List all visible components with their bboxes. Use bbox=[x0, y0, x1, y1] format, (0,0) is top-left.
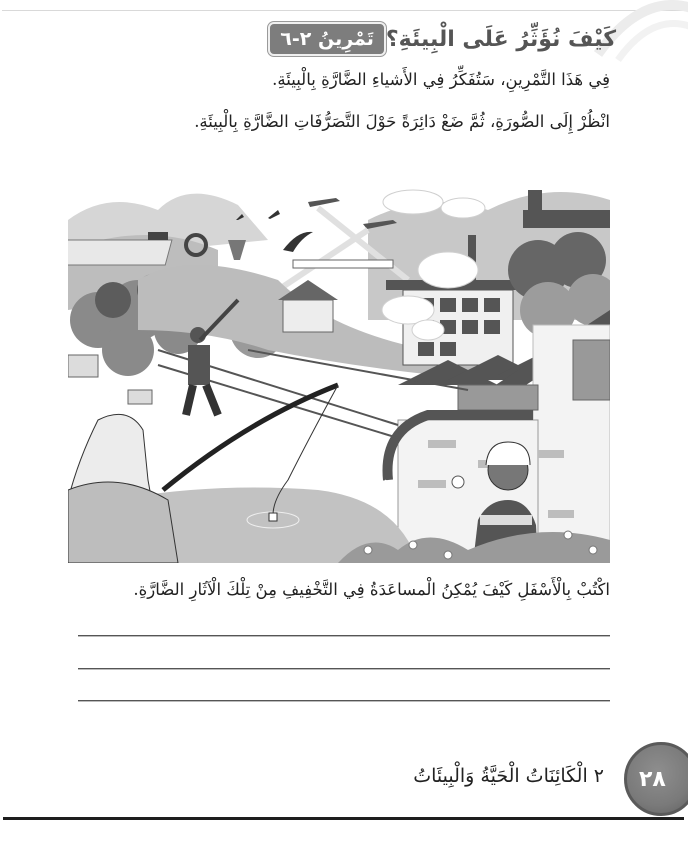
instruction-line-2: انْظُرْ إِلَى الصُّورَةِ، ثُمَّ ضَعْ دَائِرَةً حَوْلَ التَّصَرُّفَاتِ الضَّارَّةِ بِالْبِيئَةِ. bbox=[194, 112, 610, 131]
page-number: ٢٨ bbox=[639, 766, 666, 792]
page-title: كَيْفَ نُؤَثِّرُ عَلَى الْبِيئَةِ؟ bbox=[385, 26, 616, 52]
answer-line-2[interactable] bbox=[78, 668, 610, 670]
answer-line-3[interactable] bbox=[78, 700, 610, 702]
scene-image bbox=[68, 180, 610, 563]
excavator-icon bbox=[148, 232, 168, 240]
environment-illustration[interactable] bbox=[68, 180, 610, 563]
answer-line-1[interactable] bbox=[78, 635, 610, 637]
top-rule bbox=[2, 10, 684, 11]
footer-rule bbox=[3, 817, 684, 820]
exercise-badge: تَمْرِينُ ٢-٦ bbox=[268, 22, 386, 56]
instruction-line-1: فِي هَذَا التَّمْرِينِ، سَتُفَكِّرُ فِي الأَشياءِ الضَّارَّةِ بِالْبِيئَةِ. bbox=[272, 70, 610, 89]
unit-title: ٢ الْكَائِنَاتُ الْحَيَّةُ وَالْبِيئَاتُ bbox=[413, 765, 604, 787]
page-number-badge bbox=[624, 742, 688, 816]
house-icon bbox=[278, 280, 338, 332]
writing-prompt: اكْتُبْ بِالْأَسْفَلِ كَيْفَ يُمْكِنُ الْمساعَدَةُ فِي التَّخْفِيفِ مِنْ تِلْكَ الْآثَارِ الضَّارَّةِ. bbox=[133, 580, 610, 599]
exercise-header bbox=[258, 22, 616, 56]
